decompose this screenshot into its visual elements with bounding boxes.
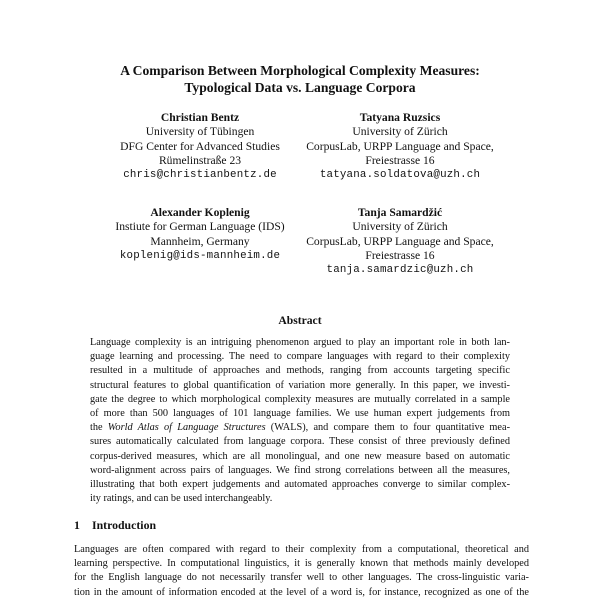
author-affiliation: Mannheim, Germany: [150, 234, 250, 248]
abstract-text: the: [90, 422, 108, 434]
author-name: Tatyana Ruzsics: [359, 111, 441, 124]
intro-line: Languages are often compared with regard to their complexity from a computational, theoretical and: [74, 544, 529, 555]
author-affiliation: University of Zürich: [352, 125, 448, 139]
author-affiliation: Instiute for German Language (IDS): [115, 220, 285, 234]
abstract-line: sures automatically calculated from language corpora. These consist of three previously defined: [90, 436, 510, 448]
section-title: Introduction: [92, 518, 157, 532]
author-affiliation: Rümelinstraße 23: [158, 153, 242, 167]
author-affiliation: Freiestrasse 16: [365, 248, 435, 262]
abstract-line: resulted in a multitude of approaches and methods, ranging from accounts targeting specific: [90, 365, 510, 377]
abstract-line: ity ratings, and can be used interchangeably.: [90, 493, 273, 505]
wals-title-italic: World Atlas of Language Structures: [107, 422, 266, 434]
author-email[interactable]: tatyana.soldatova@uzh.ch: [319, 169, 481, 182]
author-name: Tanja Samardžić: [357, 206, 443, 219]
author-affiliation: DFG Center for Advanced Studies: [120, 139, 280, 153]
author-affiliation: University of Tübingen: [145, 125, 255, 139]
author-affiliation: University of Zürich: [352, 220, 448, 234]
author-affiliation: CorpusLab, URPP Language and Space,: [306, 139, 494, 153]
abstract-line: Language complexity is an intriguing phenomenon argued to play an important role in both lan-: [90, 337, 510, 348]
abstract-line: structural features to global quantification of variation more generally. In this paper, we investi-: [90, 379, 510, 391]
abstract-line: illustrating that both expert judgements and automated approaches converge to similar complex-: [90, 479, 510, 491]
author-email[interactable]: koplenig@ids-mannheim.de: [119, 249, 281, 262]
abstract-text: (WALS), and compare them to four quantitative mea-: [265, 422, 511, 434]
author-block-ruzsics: [270, 111, 530, 182]
intro-line: learning perspective. In computational linguistics, it is generally known that methods mainly developed: [74, 558, 529, 570]
title-line-2: Typological Data vs. Language Corpora: [184, 80, 416, 95]
intro-line: for the English language do not necessarily transfer well to other languages. The cross-linguistic varia-: [74, 572, 529, 584]
intro-line: tion in the amount of information encoded at the level of a word is, for instance, recognized as one of the: [74, 586, 529, 598]
abstract-line: gate the degree to which morphological complexity measures are mutually correlated in a sample: [90, 393, 510, 405]
author-affiliation: Freiestrasse 16: [365, 153, 435, 167]
paper-title: [0, 62, 600, 96]
abstract-line: word-alignment across pairs of languages. We find strong correlations between all the measures,: [90, 464, 510, 476]
abstract-body: [90, 336, 510, 506]
abstract-heading: Abstract: [278, 314, 322, 327]
abstract-line: of more than 500 languages of 101 language families. We use human expert judgements from: [90, 408, 510, 420]
author-name: Christian Bentz: [160, 111, 240, 124]
abstract-line: corpus-derived measures, which are all monolingual, and one new measure based on automatic: [90, 450, 510, 462]
author-email[interactable]: tanja.samardzic@uzh.ch: [326, 264, 474, 277]
title-line-1: A Comparison Between Morphological Complexity Measures:: [120, 63, 480, 78]
author-email[interactable]: chris@christianbentz.de: [123, 169, 277, 182]
author-affiliation: CorpusLab, URPP Language and Space,: [306, 234, 494, 248]
section-number: 1: [74, 518, 80, 532]
section-heading-introduction: [74, 518, 156, 533]
introduction-body: [74, 543, 529, 600]
abstract-line: guage learning and processing. The need to compare languages with regard to their complexity: [90, 351, 510, 363]
abstract-line-wals: [90, 421, 510, 435]
author-name: Alexander Koplenig: [150, 206, 250, 219]
author-block-samardzic: [270, 206, 530, 277]
